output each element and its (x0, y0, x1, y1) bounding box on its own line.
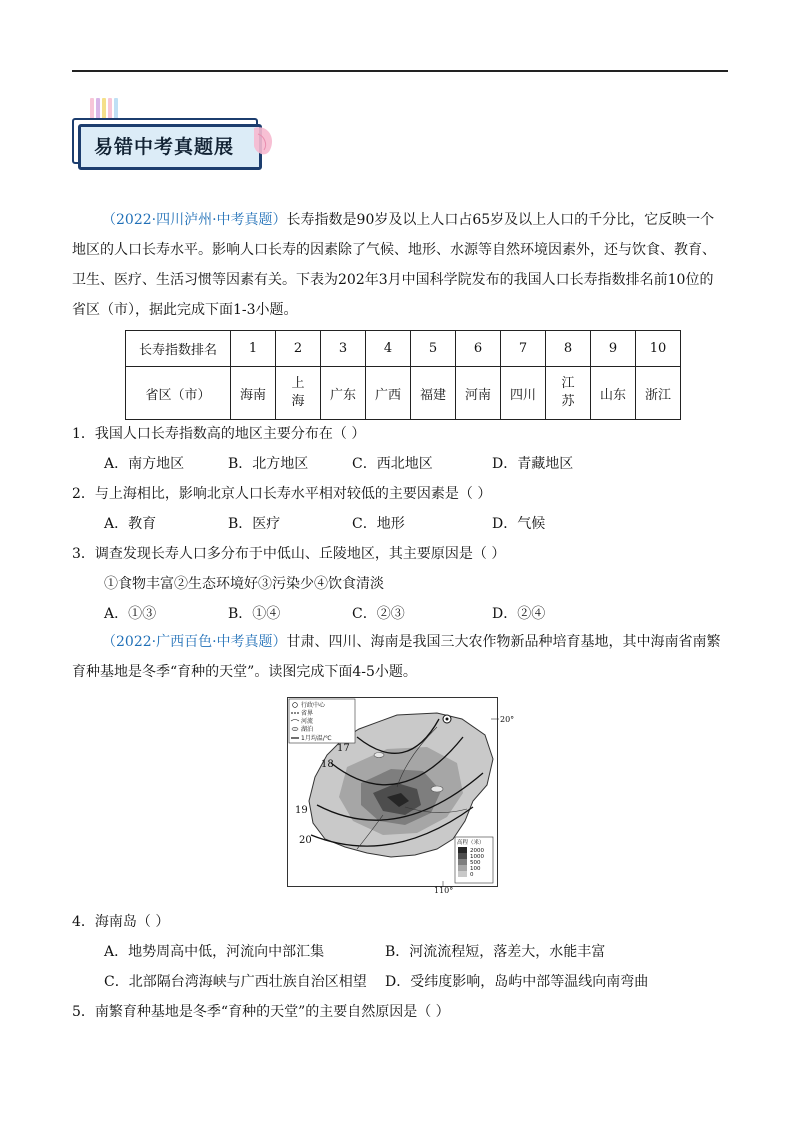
answer-option[interactable]: C．地形 (352, 516, 405, 532)
banner-stripes-decoration (90, 98, 118, 120)
answer-option[interactable]: B．河流流程短，落差大，水能丰富 (385, 944, 606, 960)
intro-line: 甘肃、四川、海南是我国三大农作物新品种培育基地，其中海南省南繁 (286, 634, 721, 650)
longitude-label: 110° (434, 886, 454, 893)
table-cell: 2 (276, 331, 321, 367)
table-cell: 河南 (456, 367, 501, 420)
table-cell: 海南 (231, 367, 276, 420)
table-cell: 9 (591, 331, 636, 367)
table-cell: 浙江 (636, 367, 681, 420)
answer-option[interactable]: D．②④ (492, 606, 546, 622)
question-stem: 3．调查发现长寿人口多分布于中低山、丘陵地区，其主要原因是（ ） (72, 546, 506, 562)
answer-option[interactable]: A．地势周高中低，河流向中部汇集 (104, 944, 325, 960)
header-rule (72, 70, 728, 72)
table-cell: 广东 (321, 367, 366, 420)
answer-option[interactable]: A．南方地区 (104, 456, 185, 472)
answer-option[interactable]: D．受纬度影响，岛屿中部等温线向南弯曲 (385, 974, 649, 990)
table-cell: 5 (411, 331, 456, 367)
answer-option[interactable]: B．北方地区 (228, 456, 309, 472)
question-stem: 5．南繁育种基地是冬季“育种的天堂”的主要自然原因是（ ） (72, 1004, 450, 1020)
table-cell: 7 (501, 331, 546, 367)
isotherm-label: 20 (299, 835, 312, 846)
elevation-level: 0 (470, 872, 474, 878)
table-cell: 福建 (411, 367, 456, 420)
table-cell: 上 海 (276, 367, 321, 420)
source-tag: （2022·广西百色·中考真题） (102, 634, 287, 650)
elevation-level: 2000 (470, 848, 484, 854)
table-cell: 江 苏 (546, 367, 591, 420)
question-substatements: ①食物丰富②生态环境好③污染少④饮食清淡 (104, 576, 384, 592)
table-row (126, 331, 681, 367)
answer-option[interactable]: D．青藏地区 (492, 456, 574, 472)
table-cell: 10 (636, 331, 681, 367)
section-banner (72, 98, 282, 184)
elevation-legend-title: 高程（米） (457, 840, 485, 846)
legend-january-isotherm: 1月均温/℃ (301, 735, 332, 742)
banner-title: 易错中考真题展 (94, 136, 235, 158)
question-stem: 1．我国人口长寿指数高的地区主要分布在（ ） (72, 426, 366, 442)
question-stem: 4．海南岛（ ） (72, 914, 170, 930)
answer-option[interactable]: C．②③ (352, 606, 405, 622)
table-cell: 6 (456, 331, 501, 367)
answer-option[interactable]: A．教育 (104, 516, 157, 532)
answer-option[interactable]: C．西北地区 (352, 456, 433, 472)
intro-line: 育种基地是冬季“育种的天堂”。读图完成下面4-5小题。 (72, 664, 417, 680)
table-cell: 8 (546, 331, 591, 367)
flower-petal-icon (250, 124, 276, 160)
hainan-island-map (287, 697, 517, 893)
table-header-cell: 长寿指数排名 (126, 331, 231, 367)
intro-line: 省区（市），据此完成下面1-3小题。 (72, 302, 298, 318)
intro-passage-1 (72, 205, 732, 325)
answer-option[interactable]: B．医疗 (228, 516, 281, 532)
latitude-label: 20° (500, 715, 515, 724)
intro-line: 地区的人口长寿水平。影响人口长寿的因素除了气候、地形、水源等自然环境因素外，还与饮食、教育、 (72, 242, 716, 258)
legend-admin-center: 行政中心 (301, 702, 326, 709)
answer-option[interactable]: D．气候 (492, 516, 546, 532)
intro-line: 卫生、医疗、生活习惯等因素有关。下表为202年3月中国科学院发布的我国人口长寿指数排名前10位的 (72, 272, 714, 288)
table-cell: 4 (366, 331, 411, 367)
elevation-level: 100 (470, 866, 481, 872)
table-cell: 四川 (501, 367, 546, 420)
answer-option[interactable]: A．①③ (104, 606, 157, 622)
intro-line: 长寿指数是90岁及以上人口占65岁及以上人口的千分比，它反映一个 (286, 212, 715, 228)
isotherm-label: 19 (295, 805, 308, 816)
table-cell: 广西 (366, 367, 411, 420)
answer-option[interactable]: B．①④ (228, 606, 281, 622)
legend-lake: 湖泊 (301, 726, 314, 733)
question-stem: 2．与上海相比，影响北京人口长寿水平相对较低的主要因素是（ ） (72, 486, 492, 502)
table-cell: 山东 (591, 367, 636, 420)
table-cell: 1 (231, 331, 276, 367)
isotherm-label: 17 (337, 743, 350, 754)
elevation-level: 1000 (470, 854, 484, 860)
answer-option[interactable]: C．北部隔台湾海峡与广西壮族自治区相望 (104, 974, 367, 990)
legend-river: 河流 (301, 718, 314, 725)
elevation-level: 500 (470, 860, 481, 866)
longevity-ranking-table (125, 330, 681, 420)
legend-province-border: 省界 (301, 710, 314, 717)
intro-passage-2 (72, 627, 732, 687)
table-cell: 3 (321, 331, 366, 367)
table-row (126, 367, 681, 420)
isotherm-label: 18 (321, 759, 334, 770)
table-header-cell: 省区（市） (126, 367, 231, 420)
source-tag: （2022·四川泸州·中考真题） (102, 212, 287, 228)
